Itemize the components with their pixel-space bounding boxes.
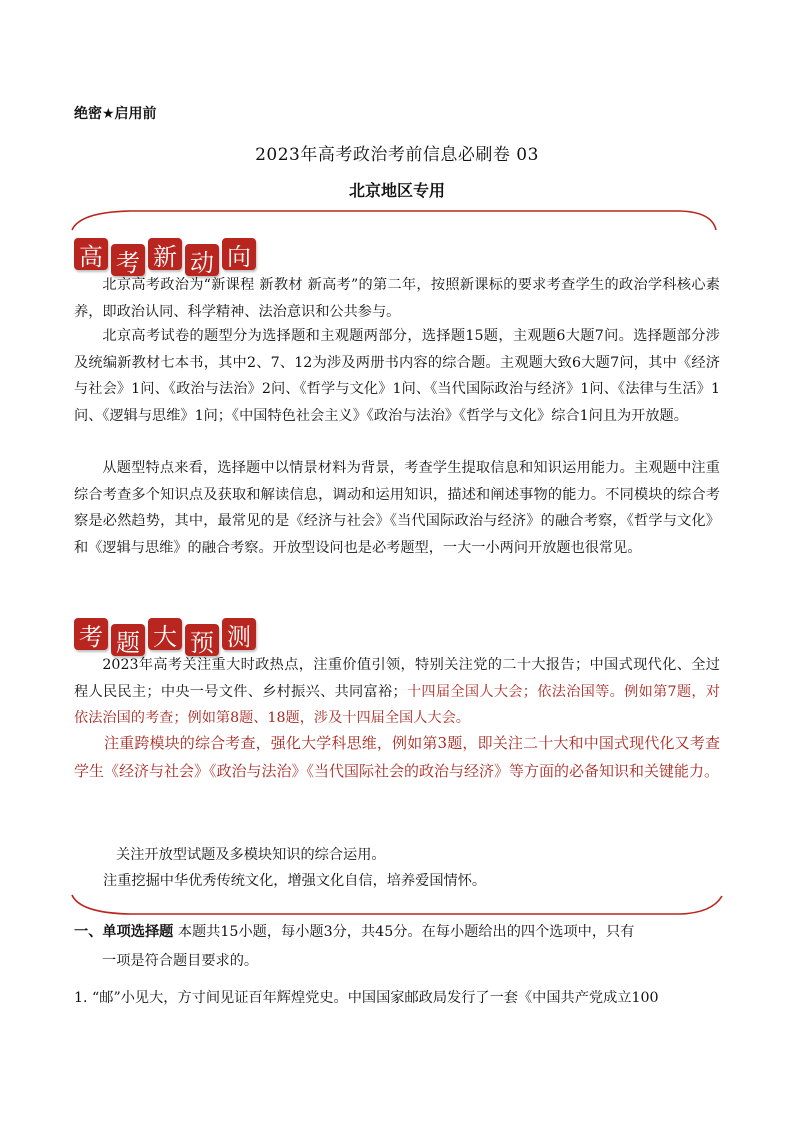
section-description: 本题共15小题，每小题3分，共45分。在每小题给出的四个选项中，只有 xyxy=(177,924,635,940)
banner-char: 测 xyxy=(222,618,256,650)
section2-paragraph-2: 注重跨模块的综合考查，强化大学科思维，例如第3题，即关注二十大和中国式现代化又考查学生《经济与社会》《政治与法治》《当代国际社会的政治与经济》等方面的必备知识和关键能力。 xyxy=(74,734,720,780)
exam-subtitle: 北京地区专用 xyxy=(348,181,445,200)
banner-char: 向 xyxy=(222,238,256,270)
exam-title: 2023年高考政治考前信息必刷卷 03 xyxy=(255,145,539,165)
banner-char: 大 xyxy=(148,618,182,650)
section-label: 一、单项选择题 xyxy=(74,924,174,940)
highlighted-text: 十四届全国人大会；依法治国等。例如第7题，对依法治国的考查；例如第8题、18题，涉及十四届全国人大会。 xyxy=(74,683,720,726)
question-1: 1. “邮”小见大，方寸间见证百年辉煌党史。中国国家邮政局发行了一套《中国共产党成立100 xyxy=(74,990,659,1006)
bottom-frame-curve xyxy=(72,895,722,914)
paragraph-text: 2023年高考关注重大时政热点，注重价值引领，特别关注党的二十大报告；中国式现代化、全过程人民民主；中央一号文件、乡村振兴、共同富裕； xyxy=(74,657,720,700)
section1-paragraph-1: 北京高考政治为“新课程 新教材 新高考”的第二年，按照新课标的要求考查学生的政治学科核心素养，即政治认同、科学精神、法治意识和公共参与。 xyxy=(74,277,720,320)
banner-new-trends xyxy=(74,232,256,276)
section2-paragraph-4: 注重挖掘中华优秀传统文化，增强文化自信，培养爱国情怀。 xyxy=(103,873,487,889)
banner-char: 考 xyxy=(111,244,145,276)
section1-paragraph-2: 北京高考试卷的题型分为选择题和主观题两部分，选择题15题，主观题6大题7问。选择题部分涉及统编新教材七本书，其中2、7、12为涉及两册书内容的综合题。主观题大致6大题7问，其中《经济与社会》1问、《政治与法治》2问、《哲学与文化》1问、《当代国际政治与经济》1问、《法律与生活》1问、《逻辑与思维》1问；《中国特色社会主义》《政治与法治》《哲学与文化》综合1问且为开放题。 xyxy=(74,328,720,424)
banner-char: 题 xyxy=(111,624,145,656)
section1-paragraph-3: 从题型特点来看，选择题中以情景材料为背景，考查学生提取信息和知识运用能力。主观题中注重综合考查多个知识点及获取和解读信息，调动和运用知识，描述和阐述事物的能力。不同模块的综合考察是必然趋势，其中，最常见的是《经济与社会》《当代国际政治与经济》的融合考察，《哲学与文化》和《逻辑与思维》的融合考察。开放型设问也是必考题型，一大一小两问开放题也很常见。 xyxy=(74,460,720,556)
confidential-label: 绝密★启用前 xyxy=(74,106,157,122)
top-frame-curve xyxy=(72,211,716,230)
section-description-continued: 一项是符合题目要求的。 xyxy=(102,953,259,969)
section2-paragraph-3: 关注开放型试题及多模块知识的综合运用。 xyxy=(116,847,386,863)
banner-char: 考 xyxy=(74,618,108,650)
section2-paragraph-1 xyxy=(74,652,720,732)
banner-char: 新 xyxy=(148,238,182,270)
banner-predictions xyxy=(74,612,256,656)
section-instructions xyxy=(74,918,720,976)
banner-char: 预 xyxy=(185,624,219,656)
banner-char: 动 xyxy=(185,244,219,276)
banner-char: 高 xyxy=(74,238,108,270)
